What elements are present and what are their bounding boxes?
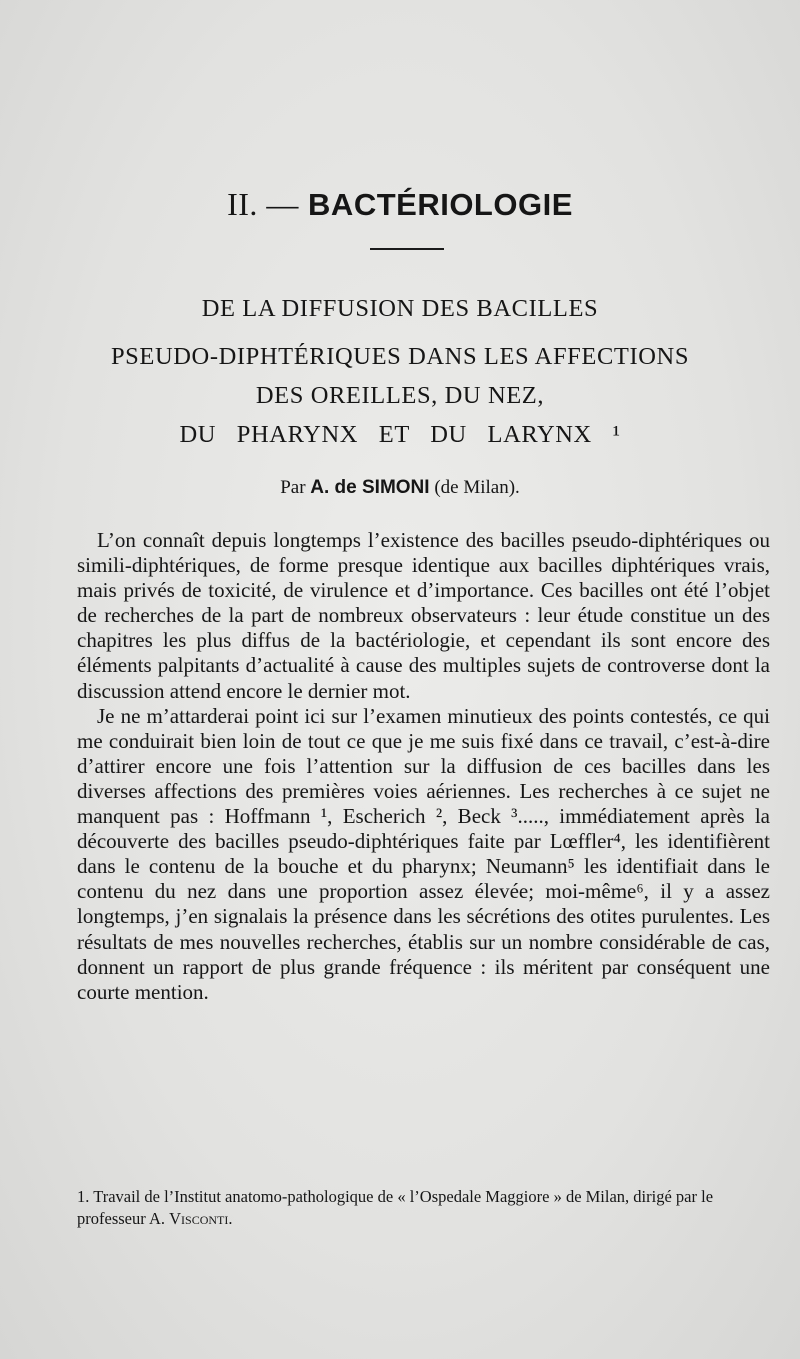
author-affiliation: (de Milan).: [434, 477, 520, 498]
footnote-marker: 1.: [77, 1187, 90, 1206]
byline-prefix: Par: [280, 477, 306, 498]
section-title: BACTÉRIOLOGIE: [308, 187, 573, 222]
title-divider: [370, 248, 444, 250]
article-title-line-2: PSEUDO-DIPHTÉRIQUES DANS LES AFFECTIONS: [110, 343, 690, 370]
article-title-line-4: DU PHARYNX ET DU LARYNX ¹: [179, 421, 621, 448]
byline: [0, 477, 800, 499]
article-title-line-3: DES OREILLES, DU NEZ,: [255, 382, 545, 409]
article-body: [77, 528, 770, 1005]
author-name: A. de SIMONI: [310, 477, 430, 498]
footnote-text: Travail de l’Institut anatomo-pathologique de « l’Ospedale Maggiore » de Milan, dirigé par le professeur: [77, 1187, 714, 1228]
section-number: II. —: [227, 186, 299, 222]
footnote-director-initial: A.: [148, 1209, 165, 1228]
article-title-line-1: DE LA DIFFUSION DES BACILLES: [201, 295, 599, 322]
footnote: [77, 1186, 777, 1230]
paragraph: Je ne m’attarderai point ici sur l’examen minutieux des points contestés, ce qui me conduirait bien loin de tout ce que je me suis fixé dans ce travail, c’est-à-dire d’attirer encore une fois l’attention sur la diffusion de ces bacilles dans les diverses affections des premières voies aériennes. Les recherches à ce sujet ne manquent pas : Hoffmann ¹, Escherich ², Beck ³....., immédiatement après la découverte des bacilles pseudo-diphtériques faite par Lœffler⁴, les identifièrent dans le contenu de la bouche et du pharynx; Neumann⁵ les identifiait dans le contenu du nez dans une proportion assez élevée; moi-même⁶, il y a assez longtemps, j’en signalais la présence dans les sécrétions des otites purulentes. Les résultats de mes nouvelles recherches, établis sur un nombre considérable de cas, donnent un rapport de plus grande fréquence : ils méritent par conséquent une courte mention.: [77, 703, 770, 1004]
paragraph: L’on connaît depuis longtemps l’existence des bacilles pseudo-diphtériques ou simili-diphtériques, de forme presque identique aux bacilles diphtériques vrais, mais privés de toxicité, de virulence et d’importance. Ces bacilles ont été l’objet de recherches de la part de nombreux observateurs : leur étude constitue un des chapitres les plus diffus de la bactériologie, et cependant ils sont encore des éléments palpitants d’actualité à cause des multiples sujets de controverse dont la discussion attend encore le dernier mot.: [77, 528, 770, 703]
footnote-director-name: Visconti.: [169, 1209, 233, 1228]
section-heading: [0, 186, 800, 223]
